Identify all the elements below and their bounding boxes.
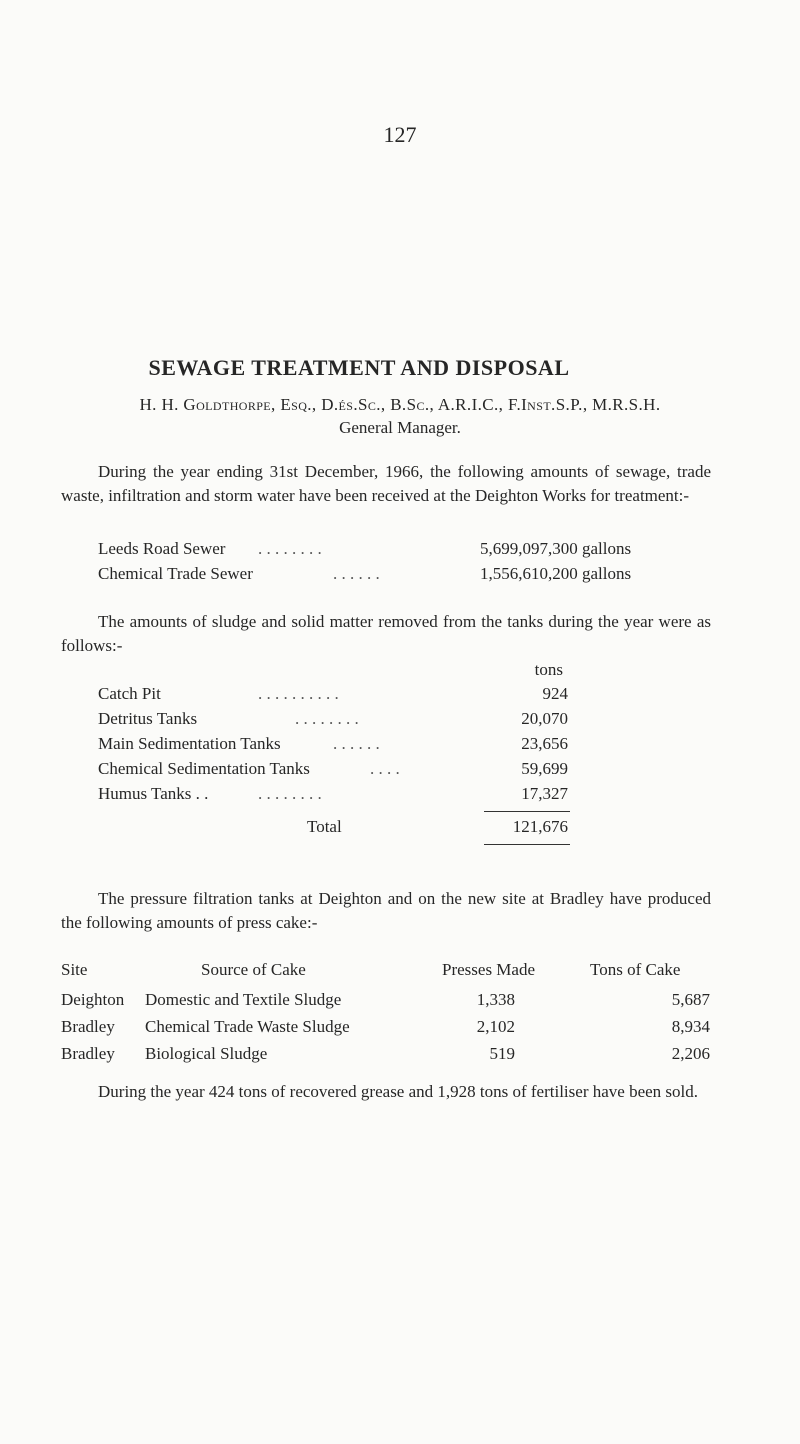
table-cell-tons: 2,206 (671, 1044, 710, 1063)
table-cell-tons: 8,934 (671, 1017, 710, 1036)
sludge-row-name: Detritus Tanks (98, 709, 198, 728)
col-header-source: Source of Cake (201, 960, 306, 979)
author-line (0, 395, 800, 415)
unit-header: tons (534, 660, 563, 679)
table-cell-presses: 1,338 (476, 990, 515, 1009)
table-cell-tons: 5,687 (671, 990, 710, 1009)
sewer-name: Chemical Trade Sewer (98, 564, 253, 583)
sewer-name: Leeds Road Sewer (98, 539, 226, 558)
sludge-row-tons: 23,656 (521, 734, 568, 753)
sludge-row-name: Main Sedimentation Tanks (98, 734, 281, 753)
table-cell-source: Chemical Trade Waste Sludge (145, 1017, 350, 1036)
sludge-row-tons: 924 (542, 684, 568, 703)
sludge-row-tons: 59,699 (521, 759, 568, 778)
author-role: General Manager. (339, 418, 461, 437)
sludge-row-tons: 17,327 (521, 784, 568, 803)
leader-dots: . . . . . . . . (295, 709, 359, 728)
col-header-presses: Presses Made (442, 960, 536, 979)
sludge-row-name: Chemical Sedimentation Tanks (98, 759, 310, 778)
leader-dots: . . . . . . . . (258, 784, 322, 803)
table-cell-presses: 519 (489, 1044, 515, 1063)
table-cell-source: Domestic and Textile Sludge (145, 990, 342, 1009)
sewer-amount: 5,699,097,300 gallons (480, 539, 632, 558)
page-number: 127 (383, 122, 417, 147)
col-header-site: Site (61, 960, 88, 979)
table-cell-site: Bradley (61, 1044, 115, 1063)
total-rule-bottom (484, 844, 570, 845)
closing-paragraph: During the year 424 tons of recovered grease and 1,928 tons of fertiliser have been sold. (98, 1082, 698, 1101)
author-name: H. H. Goldthorpe, Esq., D.és.Sc., B.Sc., A.R.I.C., F.Inst.S.P., M.R.S.H. (139, 395, 661, 414)
sludge-row-name: Catch Pit (98, 684, 161, 703)
sludge-row-name: Humus Tanks . . (98, 784, 209, 803)
table-cell-source: Biological Sludge (145, 1044, 268, 1063)
leader-dots: . . . . . . (333, 564, 380, 583)
leader-dots: . . . . . . (333, 734, 380, 753)
press-paragraph: The pressure filtration tanks at Deighton and on the new site at Bradley have produced the following amounts of press cake:- (61, 889, 711, 932)
table-cell-site: Deighton (61, 990, 125, 1009)
sludge-row-tons: 20,070 (521, 709, 568, 728)
leader-dots: . . . . . . . . (258, 539, 322, 558)
intro-paragraph: During the year ending 31st December, 1966, the following amounts of sewage, trade waste, infiltration and storm water have been received at the Deighton Works for treatment:- (61, 462, 711, 505)
sewer-amount: 1,556,610,200 gallons (480, 564, 632, 583)
leader-dots: . . . . (370, 759, 400, 778)
total-rule-top (484, 811, 570, 812)
total-value: 121,676 (512, 817, 568, 836)
col-header-tons: Tons of Cake (590, 960, 681, 979)
table-cell-site: Bradley (61, 1017, 115, 1036)
leader-dots: . . . . . . . . . . (258, 684, 339, 703)
total-label: Total (307, 817, 342, 836)
page-title: SEWAGE TREATMENT AND DISPOSAL (148, 355, 570, 380)
sludge-paragraph: The amounts of sludge and solid matter removed from the tanks during the year were as follows:- (61, 612, 711, 655)
table-cell-presses: 2,102 (476, 1017, 515, 1036)
